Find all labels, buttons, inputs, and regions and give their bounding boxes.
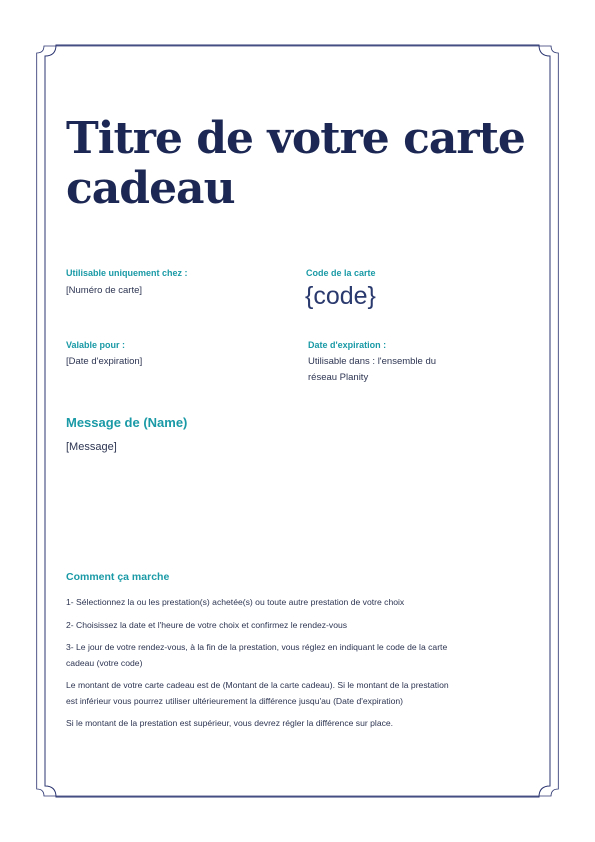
message-body: [Message] [66, 441, 117, 453]
gift-card-title: Titre de votre carte cadeau [66, 113, 525, 214]
overage-note: Si le montant de la prestation est supérieur, vous devrez régler la différence sur place. [66, 718, 394, 728]
step-2: 2- Choisissez la date et l'heure de votre choix et confirmez le rendez-vous [66, 619, 348, 630]
how-it-works-title: Comment ça marche [66, 571, 170, 583]
step-1: 1- Sélectionnez la ou les prestation(s) achetée(s) ou toute autre prestation de votre choix [66, 597, 405, 607]
how-it-works-steps [66, 595, 454, 739]
amount-note: Le montant de votre carte cadeau est de (Montant de la carte cadeau). Si le montant de la prestation est inférieur vous pourrez utiliser ultérieurement la différence jusqu'au (Date d'expiration) [66, 680, 449, 706]
card-code-label: Code de la carte [306, 268, 376, 278]
usable-at-label: Utilisable uniquement chez : [66, 268, 188, 278]
usable-at-value: [Numéro de carte] [66, 285, 143, 296]
message-title: Message de (Name) [66, 415, 188, 430]
expiry-value: Utilisable dans : l'ensemble du réseau Planity [308, 356, 437, 383]
step-3: 3- Le jour de votre rendez-vous, à la fin de la prestation, vous réglez en indiquant le code de la carte cadeau (votre code) [66, 642, 448, 668]
card-code-value: {code} [305, 282, 376, 310]
valid-for-label: Valable pour : [66, 340, 126, 350]
expiry-label: Date d'expiration : [308, 340, 387, 350]
valid-for-value: [Date d'expiration] [66, 356, 143, 367]
